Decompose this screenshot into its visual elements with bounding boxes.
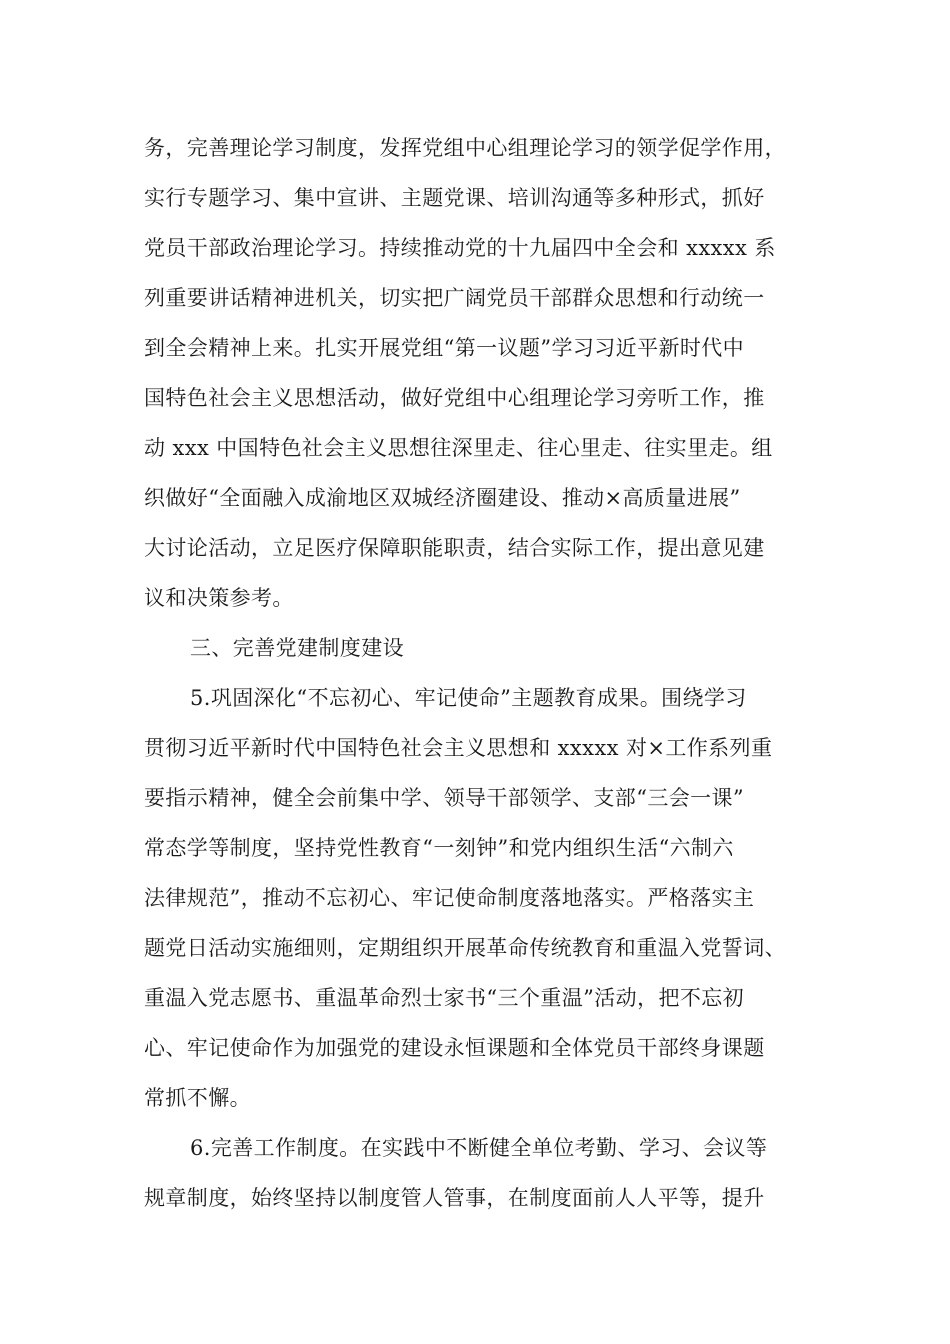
text-line: 心、牢记使命作为加强党的建设永恒课题和全体党员干部终身课题 — [144, 1036, 765, 1060]
text-line: 党员干部政治理论学习。持续推动党的十九届四中全会和 xxxxx 系 — [144, 236, 776, 260]
text-line: 题党日活动实施细则，定期组织开展革命传统教育和重温入党誓词、 — [144, 936, 786, 960]
text-line: 列重要讲话精神进机关，切实把广阔党员干部群众思想和行动统一 — [144, 286, 765, 310]
text-line: 国特色社会主义思想活动，做好党组中心组理论学习旁听工作，推 — [144, 386, 765, 410]
text-line: 大讨论活动，立足医疗保障职能职责，结合实际工作，提出意见建 — [144, 536, 765, 560]
text-line: 常抓不懈。 — [144, 1086, 251, 1110]
text-line: 重温入党志愿书、重温革命烈士家书“三个重温”活动，把不忘初 — [144, 986, 745, 1010]
text-line: 织做好“全面融入成渝地区双城经济圈建设、推动×高质量进展” — [144, 486, 741, 510]
text-line: 实行专题学习、集中宣讲、主题党课、培训沟通等多种形式，抓好 — [144, 186, 765, 210]
text-line: 议和决策参考。 — [144, 586, 294, 610]
text-line: 贯彻习近平新时代中国特色社会主义思想和 xxxxx 对×工作系列重 — [144, 736, 773, 760]
text-line: 6.完善工作制度。在实践中不断健全单位考勤、学习、会议等 — [190, 1136, 768, 1160]
text-line: 5.巩固深化“不忘初心、牢记使命”主题教育成果。围绕学习 — [190, 686, 747, 710]
text-line: 要指示精神，健全会前集中学、领导干部领学、支部“三会一课” — [144, 786, 745, 810]
section-heading: 三、完善党建制度建设 — [190, 636, 404, 660]
text-line: 务，完善理论学习制度，发挥党组中心组理论学习的领学促学作用， — [144, 136, 786, 160]
text-line: 常态学等制度，坚持党性教育“一刻钟”和党内组织生活“六制六 — [144, 836, 734, 860]
text-line: 规章制度，始终坚持以制度管人管事，在制度面前人人平等，提升 — [144, 1186, 765, 1210]
text-line: 动 xxx 中国特色社会主义思想往深里走、往心里走、往实里走。组 — [144, 436, 773, 460]
text-line: 法律规范”，推动不忘初心、牢记使命制度落地落实。严格落实主 — [144, 886, 755, 910]
text-line: 到全会精神上来。扎实开展党组“第一议题”学习习近平新时代中 — [144, 336, 745, 360]
